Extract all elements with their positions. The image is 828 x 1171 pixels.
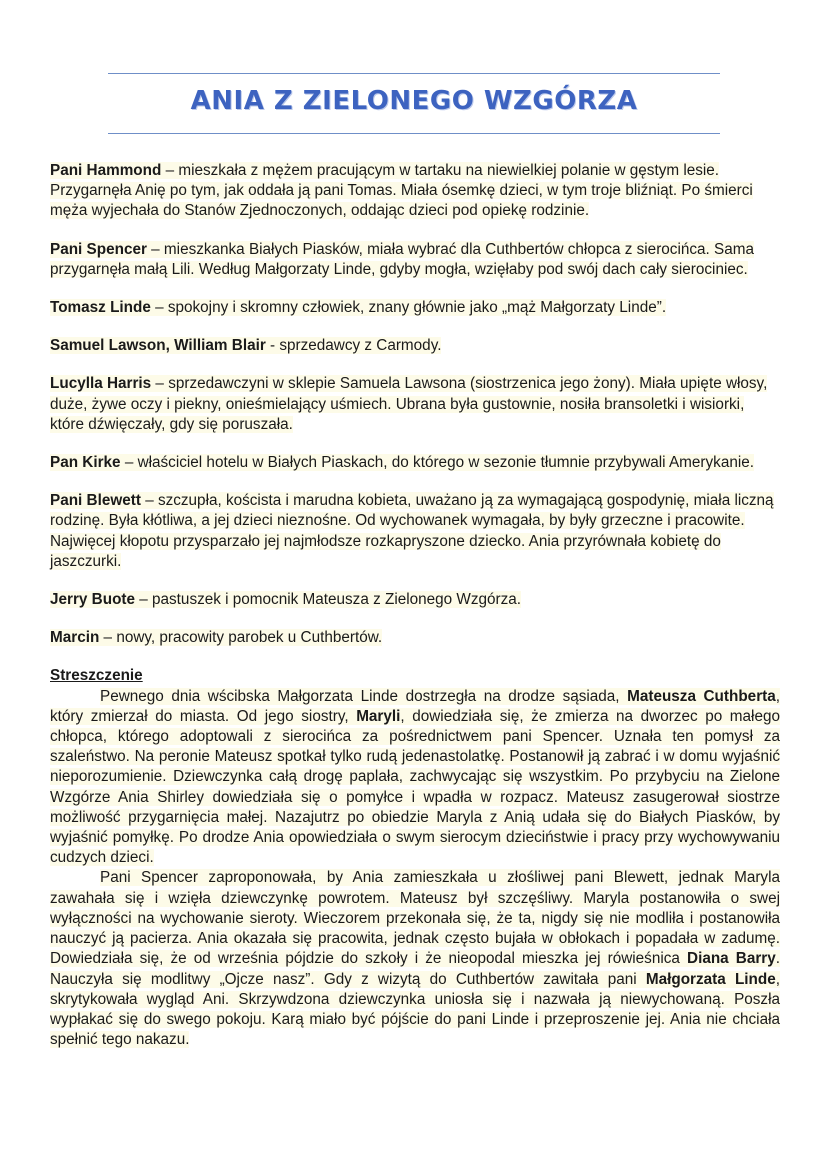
character-name: Jerry Buote	[50, 591, 136, 609]
title-rule-bottom	[108, 133, 720, 134]
document-body	[50, 161, 780, 1050]
summary-paragraph	[50, 687, 780, 869]
character-name: Diana Barry	[687, 950, 776, 968]
character-description: – pastuszek i pomocnik Mateusza z Zielonego Wzgórza.	[135, 591, 522, 609]
summary-text: Pani Spencer zaproponowała, by Ania zamieszkała u złośliwej pani Blewett, jednak Maryla zawahała się i wzięła dziewczynkę powrotem. Mateusz był szczęśliwy. Maryla postanowiła o swej wyłączności na wychowanie sieroty. Wieczorem przekonała się, że ta, nigdy się nie modliła i postanowiła nauczyć ją pacierza. Ania okazała się pracowita, jednak często bujała w obłokach i popadała w zadumę. Dowiedziała się, że od września pójdzie do szkoły i że nieopodal mieszka jej rówieśnica	[50, 869, 780, 968]
character-name: Maryli	[356, 707, 401, 725]
character-name: Tomasz Linde	[50, 299, 151, 317]
character-name: Pani Hammond	[50, 162, 162, 179]
summary-text: , który zmierzał do miasta. Od jego siostry,	[50, 687, 780, 725]
character-description: – nowy, pracowity parobek u Cuthbertów.	[99, 629, 383, 647]
character-entry	[50, 161, 780, 222]
character-entry	[50, 453, 780, 473]
character-entry	[50, 491, 780, 572]
page-title: ANIA Z ZIELONEGO WZGÓRZA	[190, 86, 638, 116]
character-name: Pan Kirke	[50, 454, 121, 472]
character-name: Lucylla Harris	[50, 375, 152, 393]
summary-text: Pewnego dnia wścibska Małgorzata Linde dostrzegła na drodze sąsiada,	[100, 687, 628, 705]
character-description: – szczupła, koścista i marudna kobieta, uważano ją za wymagającą gospodynię, miała liczną rodzinę. Była kłótliwa, a jej dzieci nieznośne. Od wychowanek wymagała, by były grzeczne i pracowite. Najwięcej kłopotu przysparzało jej najmłodsze rozkapryszone dziecko. Ania przyrównała kobietę do jaszczurki.	[50, 492, 774, 570]
summary-paragraph	[50, 868, 780, 1050]
character-description: – spokojny i skromny człowiek, znany głównie jako „mąż Małgorzaty Linde”.	[150, 299, 667, 317]
title-rule-top	[108, 73, 720, 74]
summary-text: . Nauczyła się modlitwy „Ojcze nasz”. Gdy z wizytą do Cuthbertów zawitała pani	[50, 950, 781, 988]
summary-text: , skrytykowała wygląd Ani. Skrzywdzona dziewczynka uniosła się i nazwała ją niewychowaną. Poszła wypłakać się do swego pokoju. Karą miało być pójście do pani Linde i przeproszenie jej. Ania nie chciała spełnić tego nakazu.	[50, 970, 780, 1049]
character-name: Małgorzata Linde	[645, 970, 776, 988]
character-entry	[50, 590, 780, 610]
character-entry	[50, 628, 780, 648]
character-name: Pani Spencer	[50, 240, 147, 258]
character-name: Mateusza Cuthberta	[627, 687, 776, 705]
character-entry	[50, 298, 780, 318]
character-name: Marcin	[50, 629, 100, 647]
section-heading: Streszczenie	[50, 667, 143, 685]
character-description: – właściciel hotelu w Białych Piaskach, do którego w sezonie tłumnie przybywali Amerykanie.	[120, 454, 754, 472]
character-name: Samuel Lawson, William Blair	[50, 337, 266, 355]
character-description: – sprzedawczyni w sklepie Samuela Lawsona (siostrzenica jego żony). Miała upięte włosy, duże, żywe oczy i piekny, onieśmielający uśmiech. Ubrana była gustownie, nosiła bransoletki i wisiorki, które dźwięczały, gdy się poruszała.	[50, 375, 768, 433]
character-entry	[50, 240, 780, 280]
summary-text: , dowiedziała się, że zmierza na dworzec po małego chłopca, którego adoptowali z sierocińca za pośrednictwem pani Spencer. Uznała ten pomysł za szaleństwo. Na peronie Mateusz spotkał tylko rudą jedenastolatkę. Postanowił ją zabrać i w domu wyjaśnić nieporozumienie. Dziewczynka całą drogę paplała, zachwycając się wszystkim. Po przybyciu na Zielone Wzgórze Ania Shirley dowiedziała się o pomyłce i wpadła w rozpacz. Mateusz zasugerował siostrze możliwość przygarnięcia małej. Nazajutrz po obiedzie Maryla z Anią udała się do Białych Piasków, by wyjaśnić pomyłkę. Po drodze Ania opowiedziała o swym sierocym dzieciństwie i pracy przy wychowywaniu cudzych dzieci.	[50, 707, 780, 867]
character-entry	[50, 336, 780, 356]
character-name: Pani Blewett	[50, 492, 141, 510]
character-entry	[50, 374, 780, 435]
character-description: - sprzedawcy z Carmody.	[265, 337, 442, 355]
character-description: – mieszkała z mężem pracującym w tartaku na niewielkiej polanie w gęstym lesie. Przygarnęła Anię po tym, jak oddała ją pani Tomas. Miała ósemkę dzieci, w tym troje bliźniąt. Po śmierci męża wyjechała do Stanów Zjednoczonych, oddając dzieci pod opiekę rodzinie.	[50, 162, 753, 220]
character-description: – mieszkanka Białych Piasków, miała wybrać dla Cuthbertów chłopca z sierocińca. Sama przygarnęła małą Lili. Według Małgorzaty Linde, gdyby mogła, wzięłaby pod swój dach cały sierociniec.	[50, 240, 754, 278]
